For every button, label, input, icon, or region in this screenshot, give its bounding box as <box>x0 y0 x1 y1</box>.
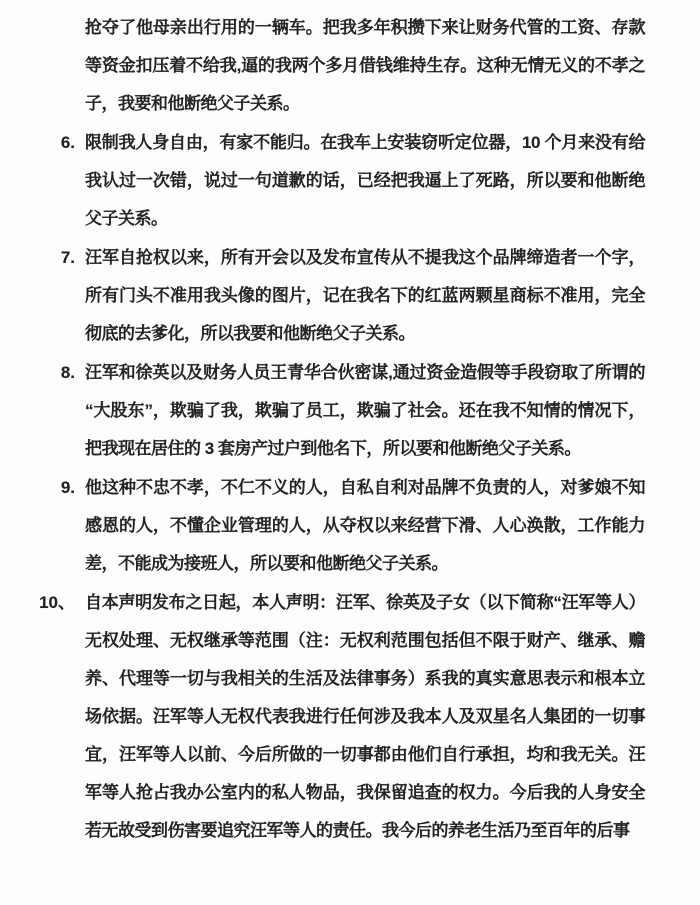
paragraph-item-6 <box>60 124 645 238</box>
list-number: 6. <box>60 133 75 152</box>
list-number: 9. <box>60 478 75 497</box>
paragraph-item-8 <box>60 354 645 468</box>
paragraph-continuation <box>85 9 645 123</box>
list-number: 7. <box>60 248 75 267</box>
paragraph-item-9 <box>60 469 645 583</box>
paragraph-text: 抢夺了他母亲出行用的一辆车。把我多年积攒下来让财务代管的工资、存款等资金扣压着不给我,逼的我两个多月借钱维持生存。这种无情无义的不孝之子，我要和他断绝父子关系。 <box>85 18 645 113</box>
paragraph-text: 汪军和徐英以及财务人员王青华合伙密谋,通过资金造假等手段窃取了所谓的“大股东”，欺骗了我，欺骗了员工，欺骗了社会。还在我不知情的情况下，把我现在居住的 3 套房产过户到他名下，所以要和他断绝父子关系。 <box>85 363 645 458</box>
paragraph-item-7 <box>60 239 645 353</box>
paragraph-item-10 <box>39 584 645 850</box>
paragraph-text: 汪军自抢权以来，所有开会以及发布宣传从不提我这个品牌缔造者一个字，所有门头不准用我头像的图片，记在我名下的红蓝两颗星商标不准用，完全彻底的去爹化，所以我要和他断绝父子关系。 <box>85 248 645 343</box>
paragraph-text: 限制我人身自由，有家不能归。在我车上安装窃听定位器，10 个月来没有给我认过一次错，说过一句道歉的话，已经把我逼上了死路，所以要和他断绝父子关系。 <box>85 133 645 228</box>
paragraph-text: 他这种不忠不孝，不仁不义的人，自私自利对品牌不负责的人，对爹娘不知感恩的人，不懂企业管理的人，从夺权以来经营下滑、人心涣散，工作能力差，不能成为接班人，所以要和他断绝父子关系。 <box>85 478 645 573</box>
list-number: 10、 <box>39 593 75 612</box>
paragraph-text: 自本声明发布之日起，本人声明：汪军、徐英及子女（以下简称“汪军等人）无权处理、无权继承等范围（注：无权利范围包括但不限于财产、继承、赡养、代理等一切与我相关的生活及法律事务）系我的真实意思表示和根本立场依据。汪军等人无权代表我进行任何涉及我本人及双星名人集团的一切事宜，汪军等人以前、今后所做的一切事都由他们自行承担，均和我无关。汪军等人抢占我办公室内的私人物品，我保留追查的权力。今后我的人身安全若无故受到伤害要追究汪军等人的责任。我今后的养老生活乃至百年的后事 <box>85 593 645 840</box>
list-number: 8. <box>60 363 75 382</box>
